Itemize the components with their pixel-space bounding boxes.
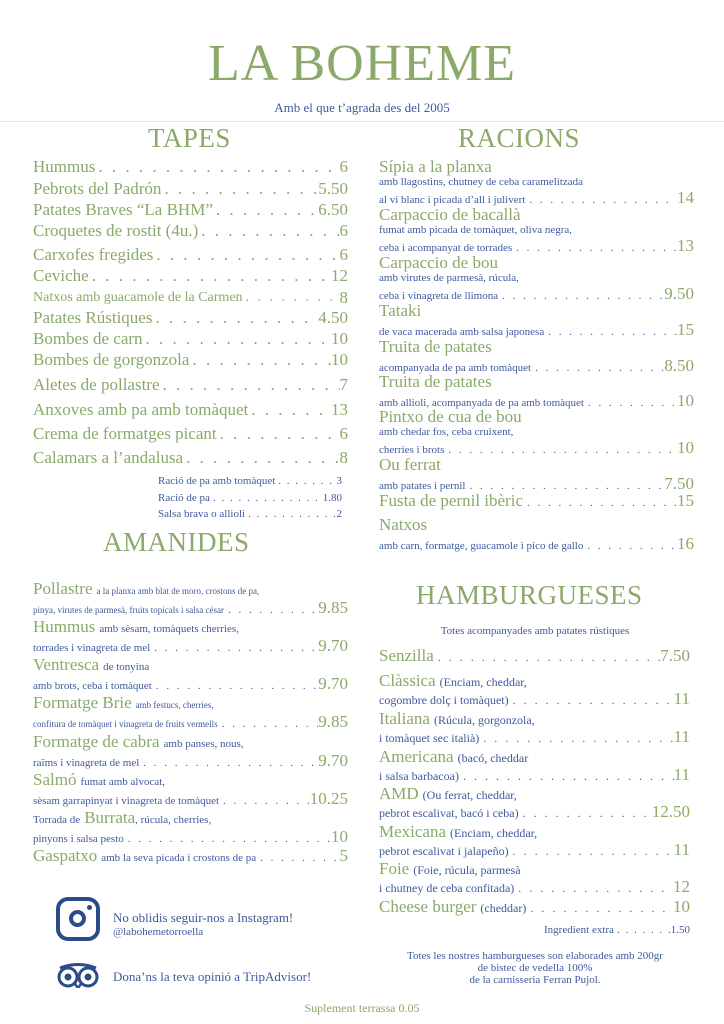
tapa-item: Aletes de pollastre . . . 7 [33, 375, 348, 395]
header-divider [0, 121, 724, 122]
burger-item: Italiana (Rúcula, gorgonzola, i tomàquet sec italià) . . . 11 [379, 710, 690, 746]
racio-item: Truita de patates amb allioli, acompanyada de pa amb tomàquet . . . 10 [379, 373, 694, 411]
tapa-item: Patates Rústiques . . . 4.50 [33, 308, 348, 328]
burger-item: Mexicana (Enciam, cheddar, pebrot escalivat i jalapeño) . . . 11 [379, 823, 690, 859]
amanida-item: Ventresca de tonyina amb brots, ceba i tomàquet . . . 9.70 [33, 656, 348, 694]
instagram-icon [56, 897, 100, 941]
burger-item: Senzilla . . . 7.50 [379, 648, 690, 665]
tapa-item: Patates Braves “La BHM” . . . 6.50 [33, 200, 348, 220]
racio-item: Tataki de vaca macerada amb salsa japonesa . . . 15 [379, 302, 694, 340]
racio-item: Natxos amb carn, formatge, guacamole i pico de gallo . . . 16 [379, 516, 694, 554]
tapa-item: Carxofes fregides . . . 6 [33, 245, 348, 265]
tripadvisor-text: Dona’ns la teva opinió a TripAdvisor! [113, 969, 312, 984]
burger-item: Foie (Foie, rúcula, parmesà i chutney de ceba confitada) . . . 12 [379, 860, 690, 896]
tapa-item: Calamars a l’andalusa . . . 8 [33, 448, 348, 468]
tapa-item: Hummus . . . 6 [33, 157, 348, 177]
tapa-item: Ceviche . . . 12 [33, 266, 348, 286]
racio-item: Sípia a la planxa amb llagostins, chutney de ceba caramelitzada al vi blanc i picada d’all i julivert . . . 14 [379, 158, 694, 208]
tapa-item: Anxoves amb pa amb tomàquet . . . 13 [33, 400, 348, 420]
tapa-item: Croquetes de rostit (4u.) . . . 6 [33, 221, 348, 241]
amanida-item: Formatge de cabra amb panses, nous, raïms i vinagreta de mel . . . 9.70 [33, 733, 348, 771]
tapa-item: Crema de formatges picant . . . 6 [33, 424, 348, 444]
instagram-handle: @labohemetorroella [113, 926, 204, 938]
restaurant-tagline: Amb el que t’agrada des del 2005 [274, 100, 450, 115]
burger-item: AMD (Ou ferrat, cheddar, pebrot escalivat, bacó i ceba) . . . 12.50 [379, 785, 690, 821]
restaurant-title: LA BOHEME [208, 35, 516, 92]
amanida-item: Hummus amb sèsam, tomàquets cherries, torrades i vinagreta de mel . . . 9.70 [33, 618, 348, 656]
burger-item: Clàssica (Enciam, cheddar, cogombre dolç i tomàquet) . . . 11 [379, 672, 690, 708]
racio-item: Carpaccio de bacallà fumat amb picada de tomàquet, oliva negra, ceba i acompanyat de torrades . . . 13 [379, 206, 694, 256]
tapa-item: Bombes de gorgonzola . . . 10 [33, 350, 348, 370]
tapes-heading: TAPES [148, 123, 231, 153]
racio-item: Carpaccio de bou amb virutes de parmesà, rúcula, ceba i vinagreta de llimona . . . 9.50 [379, 254, 694, 304]
hamburgueses-heading: HAMBURGUESES [416, 580, 643, 610]
amanides-heading: AMANIDES [103, 527, 250, 557]
amanida-item: Gaspatxo amb la seva picada i crostons de pa . . . 5 [33, 848, 348, 866]
amanida-item: Formatge Brie amb festucs, cherries, confitura de tomàquet i vinagreta de fruits vermells . . . 9.85 [33, 694, 348, 732]
hamburgueses-note: Totes acompanyades amb patates rústiques [440, 625, 630, 637]
burger-footer-note: Totes les nostres hamburgueses son elaborades amb 200gr de bistec de vedella 100% de la carnisseria Ferran Pujol. [407, 950, 663, 986]
racio-item: Ou ferrat amb patates i pernil . . . 7.50 [379, 456, 694, 494]
tapa-item: Natxos amb guacamole de la Carmen . . . 8 [33, 288, 348, 308]
racio-item: Pintxo de cua de bou amb chedar fos, ceba cruixent, cherries i brots . . . 10 [379, 408, 694, 458]
tripadvisor-icon [56, 962, 100, 988]
racio-item: Fusta de pernil ibèric . . . 15 [379, 491, 694, 511]
burger-item: Americana (bacó, cheddar i salsa barbacoa) . . . 11 [379, 748, 690, 784]
tapa-extra: Ració de pa amb tomàquet . . . 3 [158, 474, 342, 488]
burger-item: Cheese burger (cheddar) . . . 10 [379, 899, 690, 916]
amanida-item: Torrada de Burrata, rúcula, cherries, pinyons i salsa pesto . . . 10 [33, 809, 348, 847]
tapa-extra: Salsa brava o allioli . . . 2 [158, 507, 342, 521]
tapa-item: Pebrots del Padrón . . . 5.50 [33, 179, 348, 199]
racions-heading: RACIONS [458, 123, 581, 153]
tapa-item: Bombes de carn . . . 10 [33, 329, 348, 349]
extra-ingredient: Ingredient extra . . . 1.50 [544, 924, 690, 936]
instagram-text: No oblidis seguir-nos a Instagram! [113, 910, 294, 925]
amanida-item: Pollastre a la planxa amb blat de moro, crostons de pa, pinya, virutes de parmesà, fruits topicals i salsa césar . . . 9.85 [33, 580, 348, 618]
racio-item: Truita de patates acompanyada de pa amb tomàquet . . . 8.50 [379, 338, 694, 376]
terrace-surcharge: Suplement terrassa 0.05 [304, 1001, 420, 1015]
amanida-item: Salmó fumat amb alvocat, sèsam garrapinyat i vinagreta de tomàquet . . . 10.25 [33, 771, 348, 809]
tapa-extra: Ració de pa . . . 1.80 [158, 491, 342, 505]
